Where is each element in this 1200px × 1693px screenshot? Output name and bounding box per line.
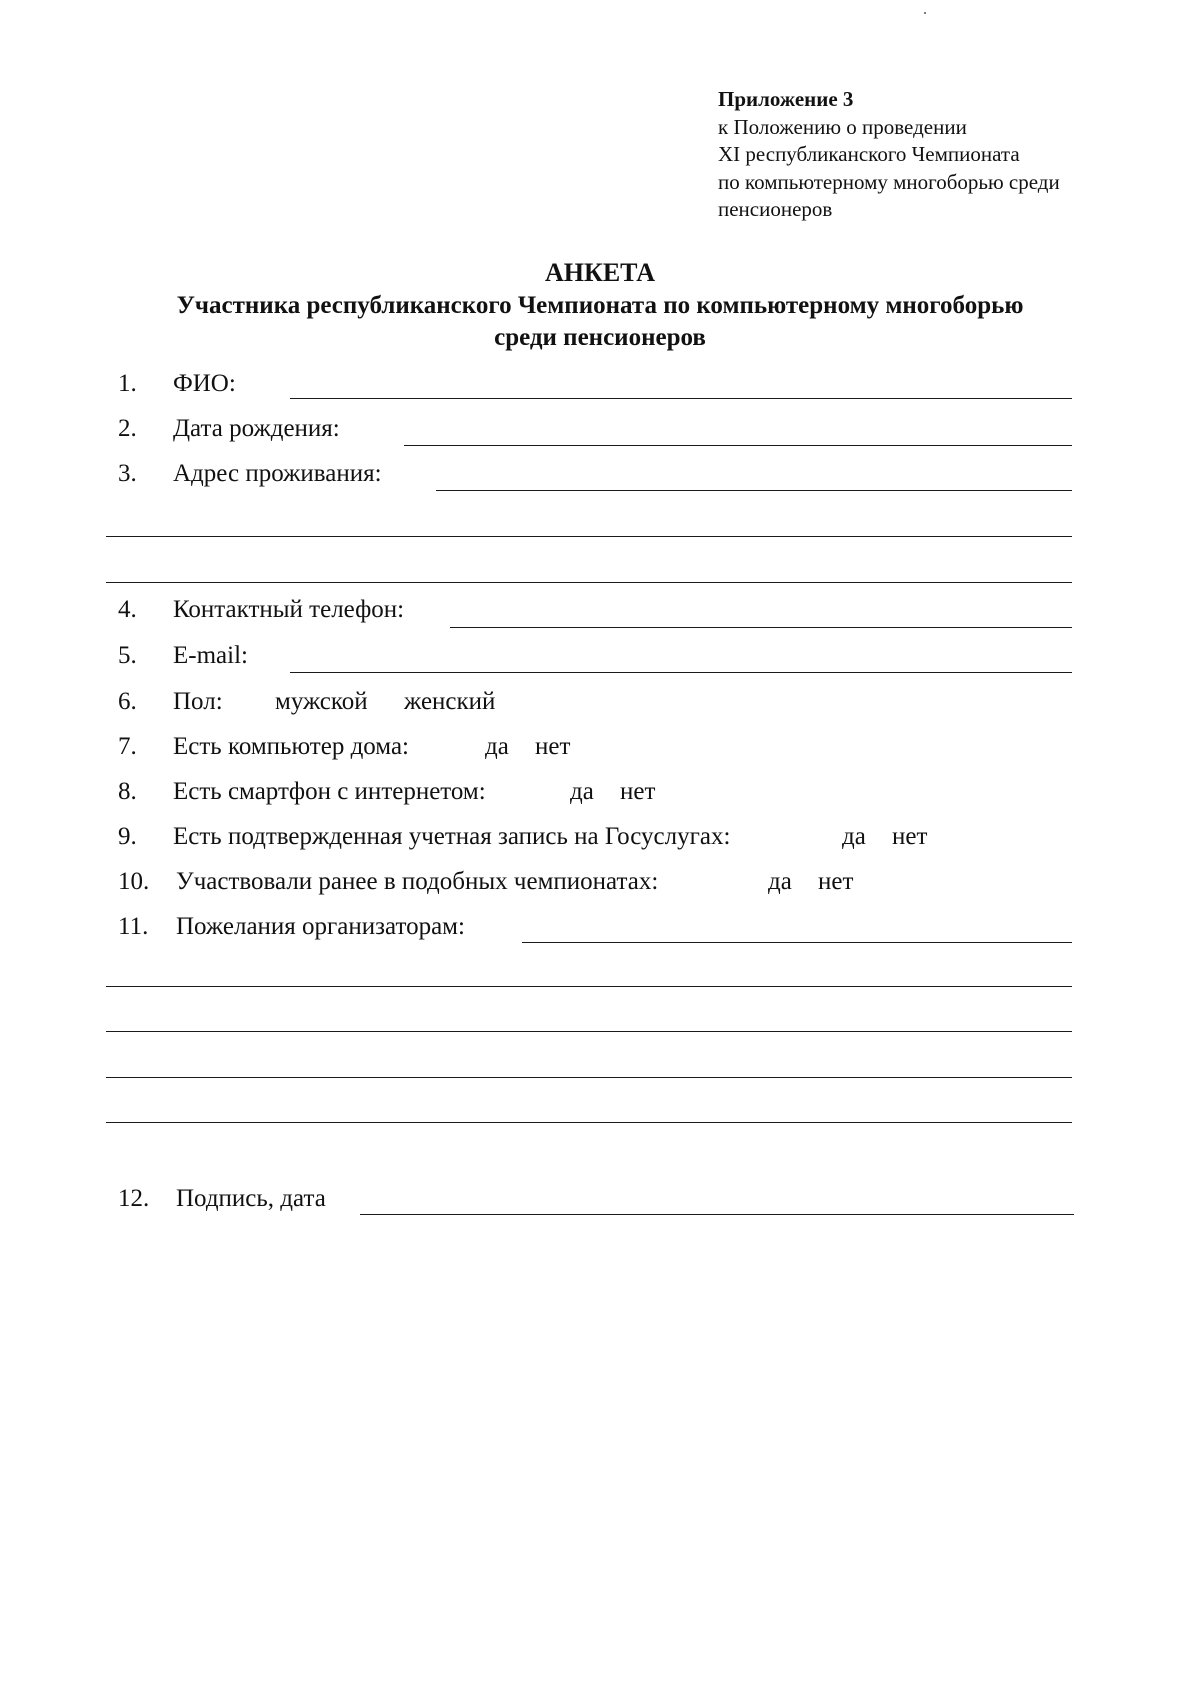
form-title: АНКЕТА bbox=[544, 258, 656, 287]
computer-option-yes[interactable]: да bbox=[485, 733, 509, 760]
wishes-field-continuation[interactable] bbox=[106, 1031, 1072, 1032]
phone-field[interactable] bbox=[450, 627, 1072, 628]
item-label-computer: Есть компьютер дома: bbox=[173, 733, 409, 760]
item-label-signature: Подпись, дата bbox=[176, 1185, 326, 1212]
signature-field[interactable] bbox=[360, 1214, 1074, 1215]
item-number: 11. bbox=[118, 913, 149, 940]
appendix-note bbox=[718, 86, 1060, 224]
gender-option-female[interactable]: женский bbox=[404, 688, 496, 715]
scan-speck bbox=[924, 12, 926, 14]
item-label-birthdate: Дата рождения: bbox=[173, 415, 340, 442]
item-label-phone: Контактный телефон: bbox=[173, 596, 405, 623]
gender-option-male[interactable]: мужской bbox=[275, 688, 368, 715]
item-number: 6. bbox=[118, 688, 137, 715]
form-subtitle: Участника республиканского Чемпионата по компьютерному многоборью bbox=[176, 292, 1024, 319]
item-number: 9. bbox=[118, 823, 137, 850]
name-field[interactable] bbox=[290, 398, 1072, 399]
item-label-gender: Пол: bbox=[173, 688, 223, 715]
appendix-line: по компьютерному многоборью среди bbox=[718, 169, 1060, 194]
wishes-field[interactable] bbox=[522, 942, 1072, 943]
item-number: 7. bbox=[118, 733, 137, 760]
item-number: 1. bbox=[118, 370, 137, 397]
item-label-email: E-mail: bbox=[173, 642, 248, 669]
item-label-wishes: Пожелания организаторам: bbox=[176, 913, 465, 940]
item-label-previous-participation: Участвовали ранее в подобных чемпионатах: bbox=[176, 868, 659, 895]
item-number: 5. bbox=[118, 642, 137, 669]
item-label-name: ФИО: bbox=[173, 370, 236, 397]
item-label-address: Адрес проживания: bbox=[173, 460, 382, 487]
address-field[interactable] bbox=[436, 490, 1072, 491]
email-field[interactable] bbox=[290, 672, 1072, 673]
wishes-field-continuation[interactable] bbox=[106, 986, 1072, 987]
item-label-smartphone: Есть смартфон с интернетом: bbox=[173, 778, 486, 805]
item-number: 2. bbox=[118, 415, 137, 442]
gosuslugi-option-yes[interactable]: да bbox=[842, 823, 866, 850]
computer-option-no[interactable]: нет bbox=[535, 733, 571, 760]
form-subtitle: среди пенсионеров bbox=[494, 324, 706, 351]
birthdate-field[interactable] bbox=[404, 445, 1072, 446]
address-field-continuation[interactable] bbox=[106, 536, 1072, 537]
appendix-line: к Положению о проведении bbox=[718, 114, 967, 139]
item-label-gosuslugi: Есть подтвержденная учетная запись на Госуслугах: bbox=[173, 823, 731, 850]
item-number: 12. bbox=[118, 1185, 150, 1212]
appendix-line: XI республиканского Чемпионата bbox=[718, 142, 1020, 166]
wishes-field-continuation[interactable] bbox=[106, 1122, 1072, 1123]
gosuslugi-option-no[interactable]: нет bbox=[892, 823, 928, 850]
appendix-heading: Приложение 3 bbox=[718, 87, 854, 111]
smartphone-option-yes[interactable]: да bbox=[570, 778, 594, 805]
item-number: 4. bbox=[118, 596, 137, 623]
address-field-continuation[interactable] bbox=[106, 582, 1072, 583]
smartphone-option-no[interactable]: нет bbox=[620, 778, 656, 805]
wishes-field-continuation[interactable] bbox=[106, 1077, 1072, 1078]
participation-option-no[interactable]: нет bbox=[818, 868, 854, 895]
item-number: 10. bbox=[118, 868, 150, 895]
participation-option-yes[interactable]: да bbox=[768, 868, 792, 895]
appendix-line: пенсионеров bbox=[718, 197, 833, 221]
item-number: 3. bbox=[118, 460, 137, 487]
item-number: 8. bbox=[118, 778, 137, 805]
